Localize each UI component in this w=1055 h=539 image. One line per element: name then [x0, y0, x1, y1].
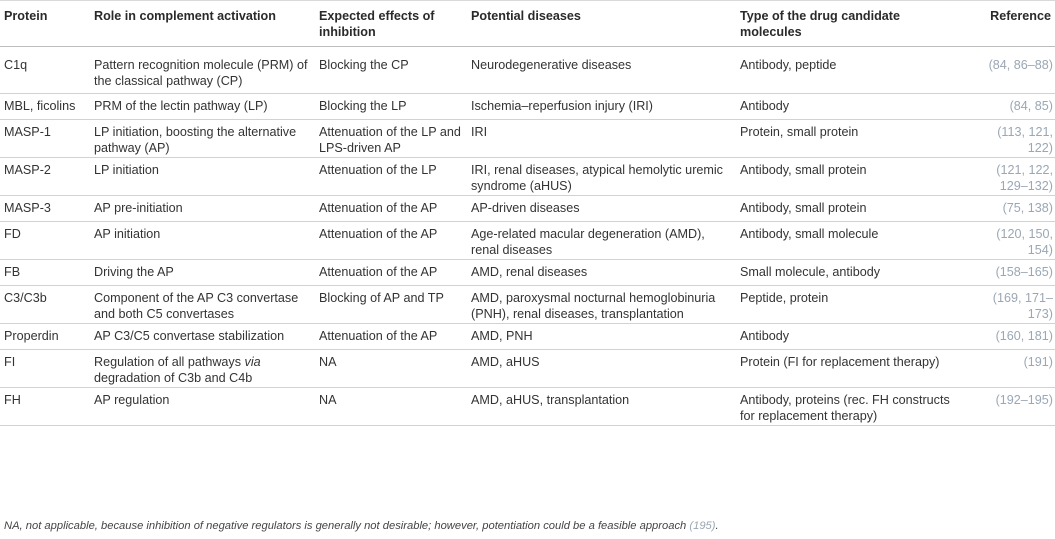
cell-protein: FD	[0, 222, 90, 260]
cell-role: PRM of the lectin pathway (LP)	[90, 94, 315, 120]
header-diseases: Potential diseases	[467, 1, 736, 47]
cell-effects: NA	[315, 388, 467, 426]
table-row	[0, 196, 1055, 222]
cell-effects: Blocking the LP	[315, 94, 467, 120]
cell-effects: Blocking the CP	[315, 47, 467, 94]
cell-reference: (120, 150, 154)	[966, 222, 1055, 260]
cell-role: Pattern recognition molecule (PRM) of the classical pathway (CP)	[90, 47, 315, 94]
cell-drug-type: Antibody, small protein	[736, 158, 966, 196]
cell-effects: Attenuation of the AP	[315, 196, 467, 222]
cell-role	[90, 350, 315, 388]
header-row	[0, 1, 1055, 47]
table-row	[0, 47, 1055, 94]
table-row	[0, 324, 1055, 350]
cell-drug-type: Peptide, protein	[736, 286, 966, 324]
cell-reference: (84, 86–88)	[966, 47, 1055, 94]
role-text-start: Regulation of all pathways	[94, 355, 245, 369]
cell-diseases: AMD, aHUS	[467, 350, 736, 388]
cell-protein: MASP-1	[0, 120, 90, 158]
cell-reference: (191)	[966, 350, 1055, 388]
cell-reference: (169, 171–173)	[966, 286, 1055, 324]
cell-reference: (158–165)	[966, 260, 1055, 286]
cell-drug-type: Small molecule, antibody	[736, 260, 966, 286]
role-text-end: degradation of C3b and C4b	[94, 371, 253, 385]
cell-protein: FI	[0, 350, 90, 388]
cell-protein: C3/C3b	[0, 286, 90, 324]
cell-effects: Attenuation of the AP	[315, 260, 467, 286]
header-drug-type: Type of the drug candidate molecules	[736, 1, 966, 47]
cell-diseases: AMD, renal diseases	[467, 260, 736, 286]
table-row	[0, 158, 1055, 196]
cell-role: AP C3/C5 convertase stabilization	[90, 324, 315, 350]
cell-drug-type: Antibody	[736, 94, 966, 120]
table-row	[0, 120, 1055, 158]
table-footnote	[4, 520, 719, 532]
cell-protein: FH	[0, 388, 90, 426]
table-row	[0, 350, 1055, 388]
cell-effects: Attenuation of the AP	[315, 324, 467, 350]
cell-drug-type: Antibody, proteins (rec. FH constructs for replacement therapy)	[736, 388, 966, 426]
cell-role: AP regulation	[90, 388, 315, 426]
header-role: Role in complement activation	[90, 1, 315, 47]
footnote-text: NA, not applicable, because inhibition of negative regulators is generally not desirable; however, potentiation could be a feasible approach	[4, 520, 690, 532]
cell-diseases: Age-related macular degeneration (AMD), renal diseases	[467, 222, 736, 260]
cell-role: Driving the AP	[90, 260, 315, 286]
cell-diseases: Ischemia–reperfusion injury (IRI)	[467, 94, 736, 120]
cell-drug-type: Antibody	[736, 324, 966, 350]
table-row	[0, 286, 1055, 324]
cell-drug-type: Antibody, small protein	[736, 196, 966, 222]
cell-drug-type: Antibody, small molecule	[736, 222, 966, 260]
footnote-reference: (195)	[689, 520, 716, 532]
cell-role: AP pre-initiation	[90, 196, 315, 222]
cell-diseases: IRI	[467, 120, 736, 158]
cell-effects: NA	[315, 350, 467, 388]
cell-effects: Attenuation of the LP and LPS-driven AP	[315, 120, 467, 158]
table-row	[0, 388, 1055, 426]
table-row	[0, 94, 1055, 120]
header-effects: Expected effects of inhibition	[315, 1, 467, 47]
cell-diseases: IRI, renal diseases, atypical hemolytic uremic syndrome (aHUS)	[467, 158, 736, 196]
cell-protein: MASP-3	[0, 196, 90, 222]
cell-protein: FB	[0, 260, 90, 286]
table-row	[0, 260, 1055, 286]
cell-effects: Blocking of AP and TP	[315, 286, 467, 324]
table-row	[0, 222, 1055, 260]
cell-reference: (192–195)	[966, 388, 1055, 426]
cell-diseases: Neurodegenerative diseases	[467, 47, 736, 94]
cell-drug-type: Antibody, peptide	[736, 47, 966, 94]
footnote-end: .	[715, 520, 719, 532]
cell-protein: Properdin	[0, 324, 90, 350]
cell-role: Component of the AP C3 convertase and both C5 convertases	[90, 286, 315, 324]
cell-reference: (160, 181)	[966, 324, 1055, 350]
cell-reference: (84, 85)	[966, 94, 1055, 120]
cell-diseases: AP-driven diseases	[467, 196, 736, 222]
cell-drug-type: Protein, small protein	[736, 120, 966, 158]
role-text-via: via	[244, 355, 261, 369]
cell-protein: MBL, ficolins	[0, 94, 90, 120]
cell-role: AP initiation	[90, 222, 315, 260]
cell-effects: Attenuation of the LP	[315, 158, 467, 196]
cell-protein: MASP-2	[0, 158, 90, 196]
header-reference: Reference	[966, 1, 1055, 47]
cell-effects: Attenuation of the AP	[315, 222, 467, 260]
cell-diseases: AMD, aHUS, transplantation	[467, 388, 736, 426]
cell-reference: (113, 121, 122)	[966, 120, 1055, 158]
cell-reference: (121, 122, 129–132)	[966, 158, 1055, 196]
cell-diseases: AMD, paroxysmal nocturnal hemoglobinuria (PNH), renal diseases, transplantation	[467, 286, 736, 324]
cell-protein: C1q	[0, 47, 90, 94]
cell-drug-type: Protein (FI for replacement therapy)	[736, 350, 966, 388]
cell-reference: (75, 138)	[966, 196, 1055, 222]
cell-role: LP initiation, boosting the alternative pathway (AP)	[90, 120, 315, 158]
cell-diseases: AMD, PNH	[467, 324, 736, 350]
header-protein: Protein	[0, 1, 90, 47]
cell-role: LP initiation	[90, 158, 315, 196]
